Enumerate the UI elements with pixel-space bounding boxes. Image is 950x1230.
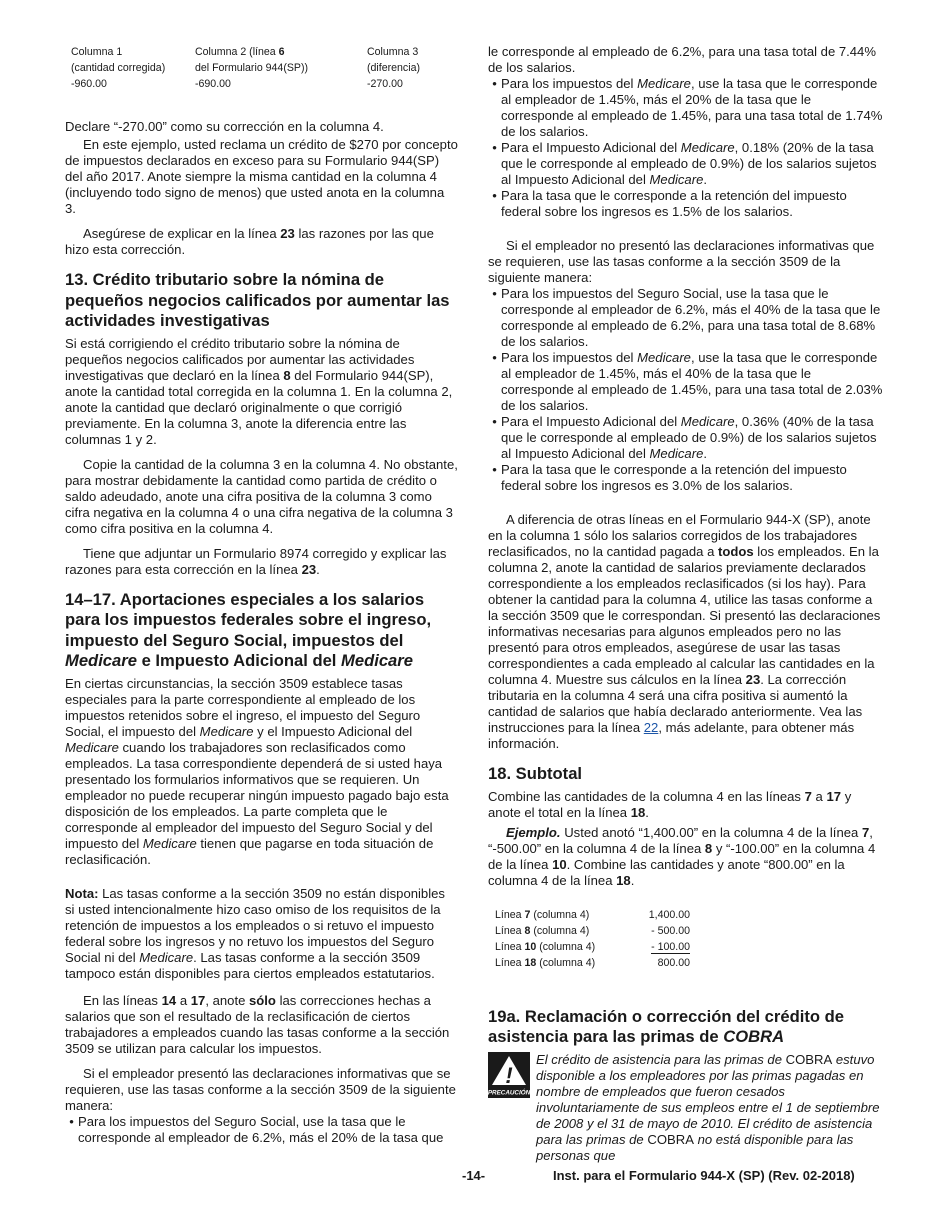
paragraph: [65, 676, 458, 868]
col1-header-line2: (cantidad corregida): [71, 62, 166, 74]
text: (columna 4): [530, 924, 590, 937]
line-ref: 8: [283, 367, 291, 383]
bullet-item: [488, 350, 884, 414]
text: Usted anotó “1,400.00” en la columna 4 de la línea: [560, 824, 862, 840]
bullet-item: • Para los impuestos del Seguro Social, use la tasa que le corresponde al empleador de 6.2%, más el 20% de la tasa que: [65, 1114, 458, 1146]
line-ref: 23: [280, 226, 295, 241]
text: Para el Impuesto Adicional del: [501, 414, 681, 429]
paragraph: [65, 546, 458, 578]
text: Línea: [495, 940, 525, 953]
text: a: [176, 992, 191, 1008]
text: Medicare: [65, 651, 137, 670]
col1-header-line1: Columna 1: [71, 46, 123, 58]
paragraph: [488, 789, 884, 821]
text: A diferencia de otras líneas en el Formulario 944-X (SP), anote en la columna 1 sólo los salarios corregidos de los trabajadores reclasificados, no la cantidad pagada a: [488, 512, 871, 559]
text: Asegúrese de explicar en la línea: [83, 226, 281, 241]
text: COBRA: [647, 1131, 694, 1147]
text: del Formulario 944(SP), anote la cantidad total corregida en la columna 1. En la columna 2, anote la cantidad que declaró originalmente o que corrigió previamente. En la columna 3, anote la diferencia entre las columnas 1 y 2.: [65, 367, 453, 447]
text: En las líneas: [83, 992, 162, 1008]
table-row: [489, 923, 696, 939]
row-value: 1,400.00: [648, 908, 690, 921]
bullet-item: • Para los impuestos del Seguro Social, use la tasa que le corresponde al empleador de 6.2%, más el 40% de la tasa que le corresponde al empleado de 6.2%, para una tasa total de 8.68% de los salarios.: [488, 286, 884, 350]
heading-13: 13. Crédito tributario sobre la nómina de pequeños negocios calificados por aumentar las actividades investigativas: [65, 270, 450, 330]
text: (columna 4): [536, 940, 596, 953]
line-ref: 18: [616, 872, 631, 888]
paragraph: Declare “-270.00” como su corrección en la columna 4.: [65, 119, 384, 134]
line-ref: 23: [301, 561, 317, 577]
text: Para los impuestos del: [501, 350, 638, 365]
line-ref: 17: [826, 788, 842, 804]
text: , “-500.00” en la columna 4 de la línea: [488, 824, 873, 856]
footer-title: Inst. para el Formulario 944-X (SP) (Rev. 02-2018): [553, 1168, 855, 1183]
bullet-item: • Para la tasa que le corresponde a la retención del impuesto federal sobre los ingresos es 3.0% de los salarios.: [488, 462, 884, 494]
line-22-link[interactable]: 22: [643, 720, 659, 735]
col2-value: -690.00: [195, 78, 231, 90]
caution-box: [488, 1052, 884, 1164]
paragraph: [65, 226, 458, 258]
heading-18: 18. Subtotal: [488, 764, 583, 783]
text: Medicare: [649, 446, 704, 461]
row-label: [489, 923, 626, 939]
page-number: -14-: [462, 1168, 486, 1183]
line-ref: 8: [704, 840, 713, 856]
text: e Impuesto Adicional del: [136, 651, 342, 670]
caution-text: [536, 1052, 884, 1164]
text: , use la tasa que le corresponde al empleador de 1.45%, más el 40% de la tasa que le corresponde al empleado de 1.45%, para una tasa total de 2.03% de los salarios.: [501, 350, 883, 413]
col3-value: -270.00: [367, 78, 403, 90]
text: las correcciones hechas a salarios que son el resultado de la reclasificación de ciertos trabajadores a empleados cuando las tasas conforme a la sección 3509 se utilizan para calcular los impuestos.: [65, 992, 450, 1056]
table-row: [489, 955, 696, 971]
line-ref: 7: [804, 788, 812, 804]
col2-header-line-num: 6: [278, 46, 285, 58]
row-value: 800.00: [657, 956, 690, 969]
text: , 0.18% (20% de la tasa que le corresponde al empleado de 0.9%) de los salarios sujetos al Impuesto Adicional del: [501, 140, 877, 187]
paragraph: En este ejemplo, usted reclama un crédito de $270 por concepto de impuestos declarados en exceso para su Formulario 944(SP) del año 2017. Anote siempre la misma cantidad en la columna 4 (incluyendo todo signo de menos) que usted anota en la columna 3.: [65, 137, 458, 216]
text: Medicare: [649, 172, 704, 187]
paragraph: Si el empleador presentó las declaraciones informativas que se requieren, use las tasas conforme a la sección 3509 de la siguiente manera:: [65, 1065, 456, 1113]
text: , use la tasa que le corresponde al empleador de 1.45%, más el 20% de la tasa que le corresponde al empleado de 1.45%, para una tasa total de 1.74% de los salarios.: [501, 76, 883, 139]
text: tienen que pagarse en toda situación de reclasificación.: [65, 835, 434, 867]
text: Línea: [495, 908, 525, 921]
row-label: [489, 907, 626, 923]
emphasis: todos: [718, 544, 754, 559]
text: Línea: [495, 956, 525, 969]
text: .: [316, 561, 320, 577]
text: Medicare: [637, 76, 691, 91]
table-row: [489, 907, 696, 923]
table-row: [489, 939, 696, 955]
text: En ciertas circunstancias, la sección 3509 establece tasas especiales para la parte correspondiente al empleado de los impuestos retenidos sobre el ingreso, el impuesto del Seguro Social, el impuesto del: [65, 675, 421, 739]
paragraph: Si el empleador no presentó las declaraciones informativas que se requieren, use las tasas conforme a la sección 3509 de la siguiente manera:: [488, 238, 875, 285]
line-ref: 18: [630, 804, 646, 820]
paragraph: le corresponde al empleado de 6.2%, para una tasa total de 7.44% de los salarios.: [488, 44, 876, 75]
text: Medicare: [142, 835, 197, 851]
text: 14–17. Aportaciones especiales a los salarios para los impuestos federales sobre el ingreso, impuesto del Seguro Social, impuestos del: [65, 589, 432, 650]
line-ref: 17: [190, 992, 206, 1008]
text: Combine las cantidades de la columna 4 en las líneas: [488, 788, 805, 804]
col2-header-line1: Columna 2 (línea: [195, 46, 279, 58]
text: . Las tasas conforme a la sección 3509 tampoco están disponibles para ciertos empleados estatutarios.: [65, 949, 435, 981]
text: y “-100.00” en la columna 4 de la línea: [488, 840, 876, 872]
col1-header: [65, 44, 189, 76]
text: (columna 4): [536, 956, 596, 969]
example-paragraph: [488, 825, 884, 889]
text: Medicare: [341, 651, 413, 670]
text: .: [703, 446, 707, 461]
col3-header-line2: (diferencia): [367, 62, 420, 74]
text: . Combine las cantidades y anote “800.00” en la columna 4 de la línea: [488, 856, 845, 888]
text: Si está corrigiendo el crédito tributario sobre la nómina de pequeños negocios calificados por aumentar las actividades investigativas que declaró en la línea: [65, 335, 415, 383]
paragraph: [488, 512, 884, 752]
text: - 100.00: [651, 940, 690, 953]
example-label: Ejemplo.: [506, 824, 561, 840]
text: estuvo disponible a los empleadores por las primas pagadas en nombre de empleados que fueron cesados involuntariamente de sus empleos entre el 1 de septiembre de 2008 y el 31 de mayo de 2010. El crédito de asistencia para las primas de: [536, 1051, 880, 1147]
line-ref: 10: [552, 856, 567, 872]
text: y anote el total en la línea: [488, 788, 852, 820]
bullet-item: [488, 76, 884, 140]
left-column: [65, 44, 458, 1146]
text: Para los impuestos del: [501, 76, 638, 91]
row-value: [626, 939, 696, 955]
text: no está disponible para las personas que: [536, 1131, 854, 1163]
correction-example-table: [65, 44, 420, 92]
text: COBRA: [723, 1027, 785, 1046]
text: COBRA: [785, 1051, 833, 1067]
text: . La corrección tributaria en la columna 4 será una cifra positiva si aumentó la cantidad de salarios que había declarado anteriormente. Vea las instrucciones para la línea: [488, 672, 863, 735]
text: , 0.36% (40% de la tasa que le corresponde al empleado de 0.9%) de los salarios sujetos al Impuesto Adicional del: [501, 414, 877, 461]
caution-label: PRECAUCIÓN: [488, 1089, 530, 1096]
text: las razones por las que hizo esta corrección.: [65, 226, 434, 257]
bullet-item: • Para la tasa que le corresponde a la retención del impuesto federal sobre los ingresos es 1.5% de los salarios.: [488, 188, 884, 220]
text: .: [645, 804, 649, 820]
line-ref: 10: [524, 940, 537, 953]
heading-14-17: [65, 590, 458, 672]
text: a: [811, 788, 827, 804]
caution-icon: [488, 1052, 530, 1098]
heading-19a: [488, 1007, 884, 1048]
text: Tiene que adjuntar un Formulario 8974 corregido y explicar las razones para esta corrección en la línea: [65, 545, 447, 577]
text: 19a. Reclamación o corrección del crédito de asistencia para las primas de: [488, 1006, 844, 1046]
col2-header: [189, 44, 361, 76]
text: Para el Impuesto Adicional del: [501, 140, 681, 155]
text: y el Impuesto Adicional del: [253, 723, 413, 739]
text: Medicare: [199, 723, 254, 739]
line-ref: 7: [861, 824, 870, 840]
line-ref: 18: [524, 956, 537, 969]
bullet-item: [488, 140, 884, 188]
text: Medicare: [680, 414, 735, 429]
paragraph: [65, 336, 458, 448]
paragraph: Copie la cantidad de la columna 3 en la columna 4. No obstante, para mostrar debidamente la cantidad como partida de crédito o saldo adeudado, anote una cifra positiva de la columna 3 como cifra negativa en la columna 4 o una cifra negativa de la columna 3 como cifra positiva en la columna 4.: [65, 456, 458, 536]
row-label: [489, 955, 626, 971]
subtotal-example-table: [489, 907, 696, 971]
text: Medicare: [680, 140, 735, 155]
text: Medicare: [65, 739, 119, 755]
text: Línea: [495, 924, 525, 937]
note-label: Nota:: [65, 885, 99, 901]
text: .: [630, 872, 635, 888]
text: El crédito de asistencia para las primas de: [536, 1051, 786, 1067]
line-ref: 8: [524, 924, 531, 937]
col1-value: -960.00: [71, 78, 107, 90]
note-paragraph: [65, 886, 458, 982]
line-ref: 23: [745, 672, 761, 687]
text: , más adelante, para obtener más información.: [488, 720, 855, 751]
text: Medicare: [637, 350, 691, 365]
line-ref: 7: [524, 908, 531, 921]
text: .: [703, 172, 707, 187]
caution-symbol: !: [505, 1062, 513, 1088]
text: cuando los trabajadores son reclasificados como empleados. La tasa correspondiente dependerá de si usted haya presentado los formularios informativos que se requieren. Un empleador no puede recuperar ningún impuesto pagado bajo esta disposición de los empleados. La parte completa que le corresponde al empleador del impuesto del Seguro Social y del impuesto del: [65, 739, 449, 851]
col3-header: [361, 44, 420, 76]
row-value: - 500.00: [651, 924, 690, 937]
col2-header-line2: del Formulario 944(SP)): [195, 62, 309, 74]
col3-header-line1: Columna 3: [367, 46, 419, 58]
text: Medicare: [139, 949, 194, 965]
row-label: [489, 939, 626, 955]
right-column: [488, 44, 884, 1164]
line-ref: 14: [161, 992, 177, 1008]
bullet-item: [488, 414, 884, 462]
text: Las tasas conforme a la sección 3509 no están disponibles si usted intencionalmente hizo caso omiso de los requisitos de la retención de impuestos a los empleados o si retuvo el impuesto federal sobre los ingresos y no retuvo los impuestos del Seguro Social ni del: [65, 885, 445, 965]
text: (columna 4): [530, 908, 590, 921]
text: los empleados. En la columna 2, anote la cantidad de salarios previamente declarados correspondiente a los empleados reclasificados (si los hay). Para obtener la cantidad para la columna 4, utilice las tasas conforme a la sección 3509 que le correspondan. Si presentó las declaraciones informativas necesarias para algunos empleados pero no las presentó para otros empleados, asegúrese de usar las tasas correspondientes a cada empleado al calcular las cantidades en la columna 4. Muestre sus cálculos en la línea: [488, 544, 881, 687]
emphasis: sólo: [249, 992, 276, 1008]
text: , anote: [205, 992, 250, 1008]
paragraph: [65, 993, 458, 1057]
